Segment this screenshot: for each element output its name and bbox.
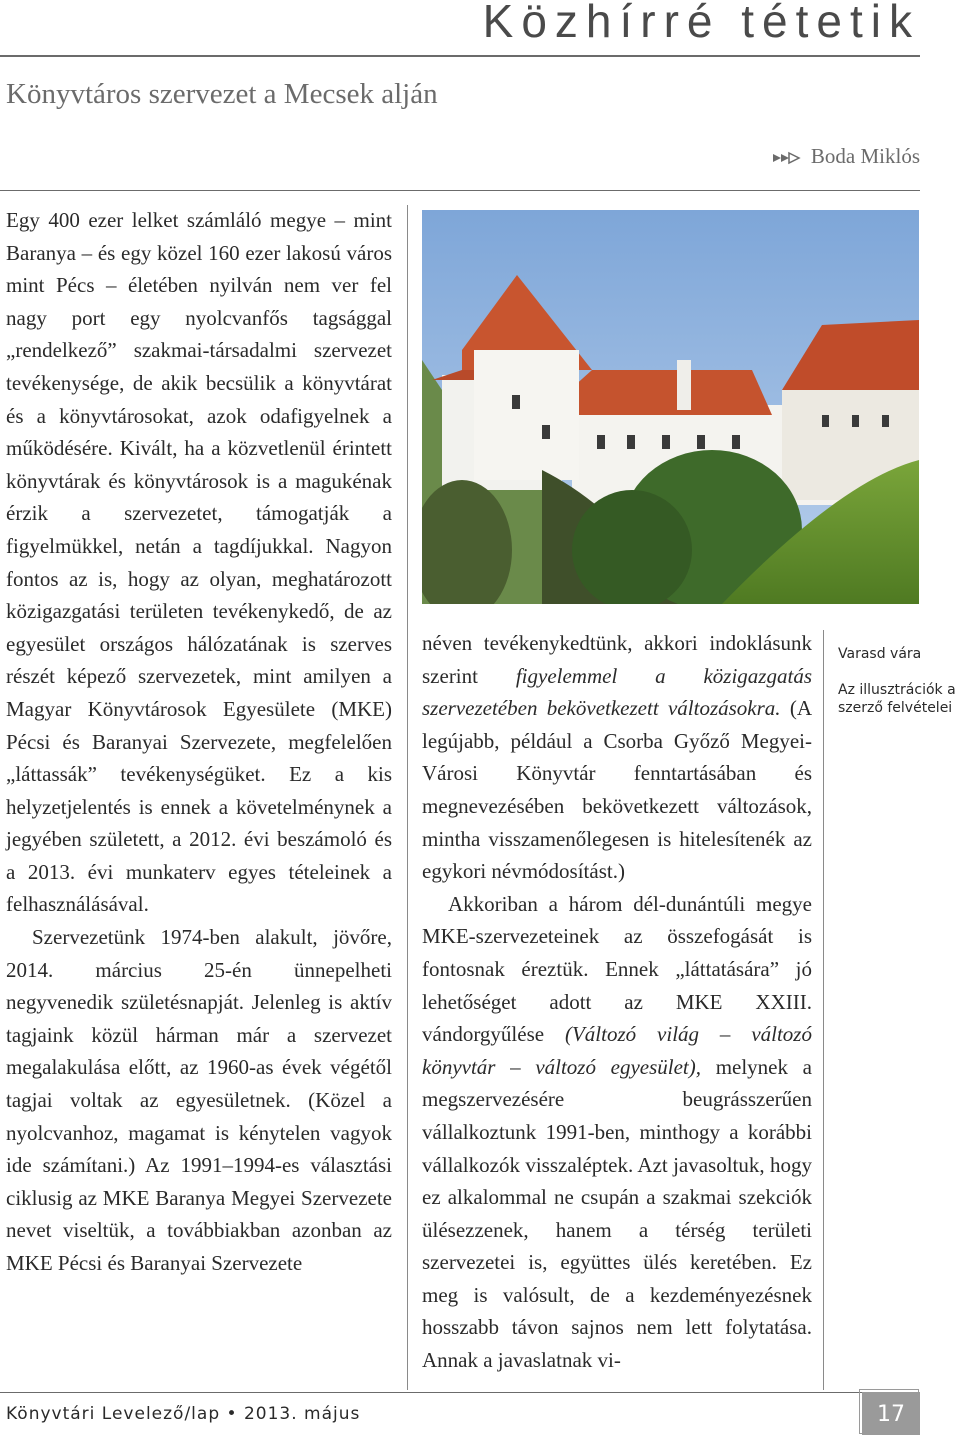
paragraph-emphasis: figyelemmel a közigazgatás szervezetében bekövetkezett változásokra. — [422, 663, 812, 721]
caption-title: Varasd vára — [838, 646, 922, 662]
paragraph-emphasis: (Változó világ – változó könyvtár – változó egyesület), — [422, 1022, 812, 1079]
column-divider — [407, 205, 408, 1390]
journal-footer: Könyvtári Levelező/lap • 2013. május — [6, 1404, 361, 1424]
double-arrow-icon — [771, 151, 805, 165]
page-number-text: 17 — [877, 1402, 905, 1427]
paragraph-text: melynek a megszervezésére beugrásszerűen vállalkoztunk 1991-ben, minthogy a korábbi vállalkozók visszaléptek. Azt javasoltuk, hogy ez alkalommal ne csupán a szakmai szekciók ülésezzenek, hanem a térség területi szervezetei is, együttes ülés keretében. Ez meg is valósult, de a kezdeményezésnek hosszabb távon sajnos nem lett folytatása. Annak a javaslatnak vi- — [422, 1054, 812, 1373]
paragraph: Szervezetünk 1974-ben alakult, jövőre, 2014. március 25-én ünnepelheti negyvenedik születésnapját. Jelenleg is aktív tagjaink közül hárman már a szervezet megalakulása előtt, az 1960-as évek végétől tagjai voltak az egyesületnek. (Közel a nyolcvanhoz, magamat is kénytelen vagyok ide számítani.) Az 1991–1994-es választási ciklusig az MKE Baranya Megyei Szervezete nevet viseltük, a továbbiakban azonban az MKE Pécsi és Baranyai Szervezete — [6, 925, 392, 1275]
paragraph: Egy 400 ezer lelket számláló megye – mint Baranya – és egy közel 160 ezer lakosú város mint Pécs – életében nyilván nem ver fel nagy port egy nyolcvanfős tagsággal „rendelkező” szakmai-társadalmi szervezet tevékenysége, de akik becsülik a könyvtárat és a könyvtárosokat, azok odafigyelnek a működésére. Kivált, ha a közvetlenül érintett könyvtárak és könyvtárosok is a magukénak érzik a szervezetet, támogatják a figyelmükkel, netán a tagdíjukkal. Nagyon fontos az is, hogy az olyan, meghatározott közigazgatási területen tevékenykedő, de az egyesület országos hálózatának is szerves részét képező szervezetek, mint amilyen a Magyar Könyvtárosok Egyesülete (MKE) Pécsi és Baranyai Szervezete, megfelelően „láttassák” tevékenységüket. Ez a kis helyzetjelentés is ennek a követelménynek a jegyében született, a 2012. évi beszámoló és a 2013. évi munkaterv egyes tételeinek a felhasználásával. — [6, 208, 392, 917]
page-number — [862, 1392, 920, 1435]
photo-caption — [838, 645, 960, 717]
caption-credit: Az illusztrációk a szerző felvételei — [838, 682, 956, 716]
castle-photo — [422, 210, 919, 604]
page-number-frame — [859, 1389, 919, 1434]
footer-rule — [0, 1392, 862, 1393]
paragraph-text: (A legújabb, például a Csorba Győző Megyei-Városi Könyvtár fenntartásában és megnevezésében bekövetkezett változások, mintha visszamenőlegesen is hitelesítenék az egykori névmódosítást.) — [422, 696, 812, 884]
header-rule — [0, 55, 920, 57]
paragraph-text: néven tevékenykedtünk, akkori indoklásunk szerint — [422, 631, 812, 688]
paragraph-text: Akkoriban a három dél-dunántúli megye MKE-szervezeteinek az összefogását is fontosnak éreztük. Ennek „láttatására” jó lehetőséget adott az MKE XXIII. vándorgyűlése — [422, 891, 812, 1047]
caption-divider — [823, 630, 824, 1390]
author-name: Boda Miklós — [810, 144, 920, 168]
paragraph — [422, 888, 812, 1377]
section-title: Közhírré tétetik — [482, 0, 920, 47]
castle-illustration — [422, 210, 919, 604]
article-title: Könyvtáros szervezet a Mecsek alján — [6, 78, 438, 110]
text-column-right — [422, 627, 812, 1377]
subheader-rule — [0, 190, 920, 191]
paragraph — [422, 627, 812, 888]
text-column-left — [6, 204, 392, 1280]
author-line — [771, 144, 920, 169]
